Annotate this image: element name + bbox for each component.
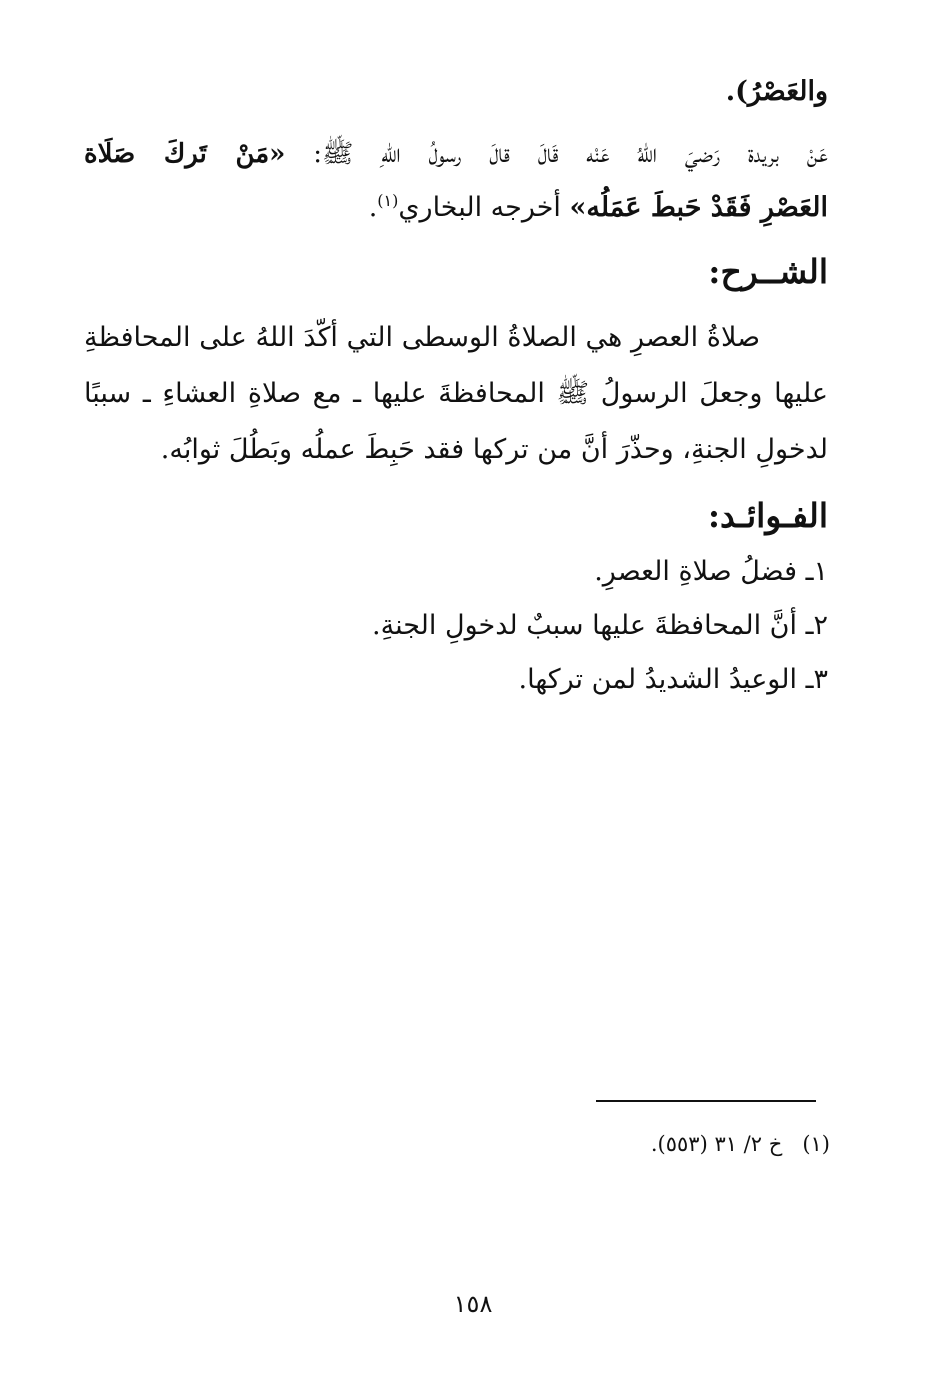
hadith-attribution: أخرجه البخاري (398, 192, 570, 223)
explanation-line-1: صلاةُ العصرِ هي الصلاةُ الوسطى التي أكّدَ اللهُ على المحافظةِ (84, 322, 760, 353)
benefit-item-1: ١ـ فضلُ صلاةِ العصرِ. (594, 556, 828, 587)
benefits-heading: الفـوائـد: (707, 496, 828, 535)
footnote-separator (596, 1100, 816, 1102)
page-number: ١٥٨ (453, 1290, 493, 1318)
hadith-quote-part1: «مَنْ تَركَ صَلَاة (84, 139, 286, 169)
hadith-line-2 (84, 188, 828, 228)
continuation-line: والعَصْرُ). (725, 76, 828, 107)
hadith-footnote-marker: (١) (377, 191, 399, 210)
explanation-heading: الشــرح: (708, 252, 828, 291)
footnote-text: خ ٢/ ٣١ (٥٥٣). (650, 1132, 783, 1156)
footnote-marker: (١) (802, 1132, 830, 1156)
hadith-intro: عَنْ بريدة رَضيَ اللهُ عَنْه قَالَ قالَ رسولُ اللهِ ﷺ: (285, 139, 828, 169)
footnote (651, 1128, 830, 1160)
hadith-line-1 (84, 134, 828, 174)
hadith-end: . (368, 192, 378, 223)
benefit-item-3: ٣ـ الوعيدُ الشديدُ لمن تركها. (518, 664, 828, 695)
explanation-line-3: لدخولِ الجنةِ، وحذّرَ أنَّ من تركها فقد حَبِطَ عملُه وبَطُلَ ثوابُه. (160, 434, 828, 465)
explanation-line-2: عليها وجعلَ الرسولُ ﷺ المحافظةَ عليها ـ مع صلاةِ العشاءِ ـ سببًا (84, 378, 828, 409)
benefit-item-2: ٢ـ أنَّ المحافظةَ عليها سببٌ لدخولِ الجنةِ. (372, 610, 828, 641)
hadith-quote-part2: العَصْرِ فَقَدْ حَبطَ عَمَلُه» (569, 192, 828, 223)
